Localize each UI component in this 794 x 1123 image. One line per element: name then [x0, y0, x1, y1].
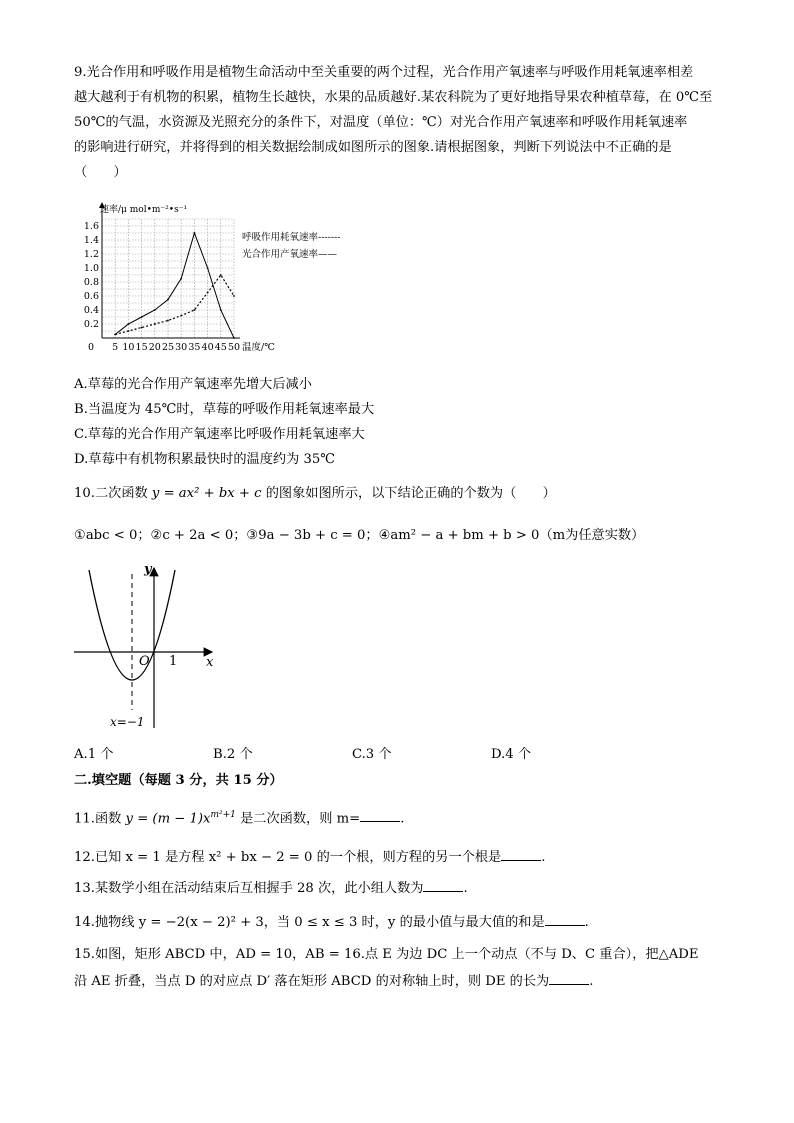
- x-tick-label: 45: [214, 342, 227, 353]
- data-point: [207, 292, 209, 294]
- graph-x-label: x: [206, 655, 214, 670]
- q14-text: 14.抛物线 y = −2(x − 2)² + 3，当 0 ≤ x ≤ 3 时，y 的最小值与最大值的和是: [74, 915, 545, 930]
- q10-option-a: A.1 个: [74, 747, 114, 762]
- q14-answer-blank[interactable]: [545, 913, 585, 926]
- y-tick-label: 1.6: [83, 221, 99, 232]
- data-point: [141, 327, 143, 329]
- data-point: [194, 309, 196, 311]
- q11-answer-blank[interactable]: [360, 809, 400, 822]
- q12: [74, 848, 545, 867]
- data-point: [114, 334, 116, 336]
- q11: [74, 806, 404, 828]
- chart-y-label: 速率/μ mol•m⁻²•s⁻¹: [100, 205, 188, 215]
- y-tick-label: 1.2: [83, 249, 99, 260]
- q11-suffix: 是二次函数，则 m=: [235, 811, 361, 827]
- data-point: [220, 309, 222, 311]
- data-point: [220, 274, 222, 276]
- data-point: [207, 267, 209, 269]
- data-point: [180, 278, 182, 280]
- data-point: [154, 309, 156, 311]
- q9-line-1: 9.光合作用和呼吸作用是植物生命活动中至关重要的两个过程，光合作用产氧速率与呼吸作用耗氧速率相差: [74, 65, 694, 80]
- q9-line-2: 越大越利于有机物的积累，植物生长越快，水果的品质越好.某农科院为了更好地指导果农种植草莓，在 0℃至: [74, 90, 713, 105]
- data-point: [128, 323, 130, 325]
- y-tick-label: 0.6: [83, 291, 99, 302]
- x-tick-label: 30: [175, 342, 188, 353]
- q10-stem: [74, 485, 556, 503]
- q12-end: .: [541, 850, 546, 865]
- parabola-graph: [72, 560, 232, 730]
- data-point: [194, 232, 196, 234]
- q14: [74, 913, 589, 932]
- q13-answer-blank[interactable]: [423, 879, 463, 892]
- q10-stem-prefix: 10.二次函数: [74, 486, 152, 501]
- q9-option-a: A.草莓的光合作用产氧速率先增大后减小: [74, 377, 312, 392]
- q13-end: .: [463, 881, 468, 896]
- q15-line-2: [74, 972, 593, 991]
- q9-line-4: 的影响进行研究，并将得到的相关数据绘制成如图所示的图象.请根据图象，判断下列说法中不正确的是: [74, 140, 672, 155]
- y-tick-label: 0.2: [83, 319, 99, 330]
- q9-option-c: C.草莓的光合作用产氧速率比呼吸作用耗氧速率大: [74, 427, 365, 442]
- graph-one-label: 1: [169, 654, 178, 669]
- q9-option-b: B.当温度为 45℃时，草莓的呼吸作用耗氧速率最大: [74, 402, 375, 417]
- graph-origin-label: O: [139, 654, 150, 669]
- chart-x-label: 温度/℃: [242, 342, 275, 353]
- q11-function: y = (m − 1)x: [125, 811, 211, 827]
- q11-prefix: 11.函数: [74, 811, 126, 827]
- section-2-title: 二.填空题（每题 3 分，共 15 分）: [74, 773, 283, 788]
- q10-stem-suffix: 的图象如图所示，以下结论正确的个数为（ ）: [261, 486, 556, 501]
- q9-line-3: 50℃的气温，水资源及光照充分的条件下，对温度（单位：℃）对光合作用产氧速率和呼吸作用耗氧速率: [74, 115, 688, 130]
- data-point: [233, 295, 235, 297]
- q12-answer-blank[interactable]: [501, 848, 541, 861]
- q15-line-1: 15.如图，矩形 ABCD 中，AD = 10，AB = 16.点 E 为边 DC 上一个动点（不与 D、C 重合），把△ADE: [74, 947, 699, 962]
- q14-end: .: [584, 915, 589, 930]
- x-tick-label: 20: [148, 342, 161, 353]
- y-tick-label: 0.4: [83, 305, 99, 316]
- x-tick-label: 50: [227, 342, 241, 353]
- q13-text: 13.某数学小组在活动结束后互相握手 28 次，此小组人数为: [74, 881, 424, 896]
- q15-line-2-text: 沿 AE 折叠，当点 D 的对应点 D′ 落在矩形 ABCD 的对称轴上时，则 DE 的长为: [74, 974, 550, 989]
- data-point: [141, 316, 143, 318]
- q9-option-d: D.草莓中有机物积累最快时的温度约为 35℃: [74, 452, 336, 467]
- q11-exponent: m²+1: [210, 810, 236, 820]
- graph-y-label: y: [144, 562, 152, 577]
- q12-text: 12.已知 x = 1 是方程 x² + bx − 2 = 0 的一个根，则方程的另一个根是: [74, 850, 502, 865]
- q10-option-b: B.2 个: [213, 747, 253, 762]
- y-tick-label: 0.8: [83, 277, 99, 288]
- q13: [74, 879, 468, 898]
- data-point: [167, 299, 169, 301]
- data-point: [167, 320, 169, 322]
- q11-end: .: [400, 811, 405, 827]
- chart-background: [74, 196, 364, 360]
- legend-photosynthesis: 光合作用产氧速率——: [242, 249, 338, 260]
- data-point: [233, 337, 235, 339]
- q15-answer-blank[interactable]: [549, 972, 589, 985]
- q10-option-c: C.3 个: [352, 747, 392, 762]
- graph-axis-label: x=−1: [110, 715, 145, 729]
- x-tick-label: 15: [135, 342, 148, 353]
- data-point: [128, 330, 130, 332]
- q15-end: .: [589, 974, 594, 989]
- x-tick-label: 10: [122, 342, 135, 353]
- data-point: [180, 315, 182, 317]
- x-tick-label: 25: [161, 342, 175, 353]
- x-tick-label: 5: [112, 342, 119, 353]
- data-point: [154, 323, 156, 325]
- q9-line-5: （ ）: [74, 165, 127, 180]
- q10-option-d: D.4 个: [491, 747, 532, 762]
- chart-origin-label: 0: [88, 342, 95, 353]
- x-tick-label: 40: [201, 342, 214, 353]
- q10-conditions: ①abc < 0；②c + 2a < 0；③9a − 3b + c = 0；④am² − a + bm + b > 0（m为任意实数）: [74, 528, 645, 543]
- y-tick-label: 1.0: [83, 263, 99, 274]
- rate-chart: [74, 196, 364, 360]
- legend-respiration: 呼吸作用耗氧速率-------: [242, 232, 341, 243]
- q10-stem-function: y = ax² + bx + c: [151, 486, 262, 501]
- x-tick-label: 35: [188, 342, 201, 353]
- y-tick-label: 1.4: [83, 235, 99, 246]
